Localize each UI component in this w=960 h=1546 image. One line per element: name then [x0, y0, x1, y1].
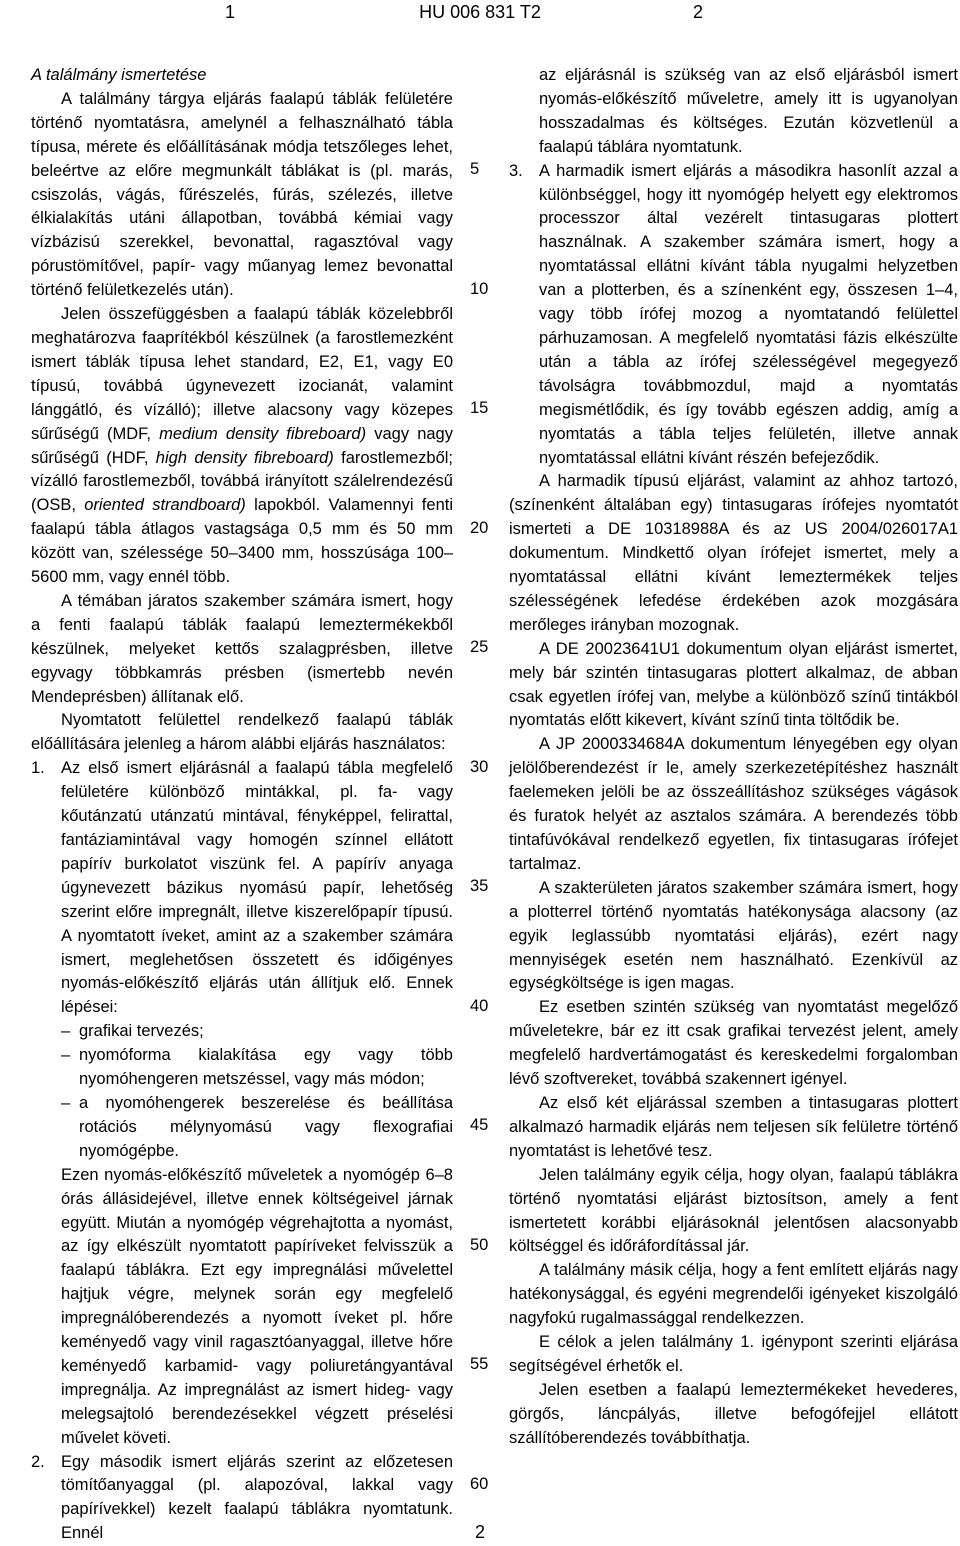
right-column	[509, 64, 958, 1451]
item-text: Egy második ismert eljárás szerint az előzetesen tömítőanyaggal (pl. alapozóval, lakkal vagy papírívekkel) kezelt faalapú táblákra nyomtatunk. Ennél	[61, 1452, 453, 1543]
item-number: 1.	[31, 759, 45, 778]
paragraph: A témában járatos szakember számára ismert, hogy a fenti faalapú táblák faalapú lemeztermékekből készülnek, melyeket kettős szalagprésben, illetve egyvagy többkamrás présben (ismertebb nevén Mendeprésben) állítanak elő.	[31, 591, 453, 706]
item-number: 2.	[31, 1452, 45, 1471]
paragraph: A JP 2000334684A dokumentum lényegében egy olyan jelölőberendezést ír le, amely szerkezetépítéshez használt faelemeken jelöli be az összeállításhoz szükséges vágások és furatok helyét az asztalos számára. A berendezés több tintafúvókával rendelkező egyetlen, fix tintasugaras írófejet tartalmaz.	[509, 735, 958, 873]
paragraph: A szakterületen járatos szakember számára ismert, hogy a plotterrel történő nyomtatás hatékonysága alacsony (az egyik leglassúbb nyomtatási eljárás), ezért nagy mennyiségek esetén nem használható. Ezenkívül az egységköltsége is igen magas.	[509, 878, 958, 993]
left-column	[31, 64, 453, 1546]
paragraph: Az első két eljárással szemben a tintasugaras plottert alkalmazó harmadik eljárás nem teljesen sík felületre történő nyomtatást is lehetővé tesz.	[509, 1093, 958, 1160]
text-run: vagy nagy sűrűségű (HDF,	[31, 424, 453, 467]
paragraph: Ez esetben szintén szükség van nyomtatást megelőző műveletekre, bár ez itt csak grafikai tervezést jelent, amely megfelelő hardvertámogatást és kereskedelmi forgalomban lévő szoftvereket, továbbá szakennert igényel.	[509, 998, 958, 1089]
italic-term: high density fibreboard)	[155, 448, 334, 467]
line-number: 55	[470, 1355, 489, 1373]
line-number: 35	[470, 877, 489, 895]
line-number: 40	[470, 997, 489, 1015]
section-heading: A találmány ismertetése	[31, 66, 207, 84]
italic-term: oriented strandboard)	[84, 496, 246, 515]
dash-item-text: grafikai tervezés;	[79, 1022, 204, 1041]
paragraph: Jelen esetben a faalapú lemeztermékeket hevederes, görgős, láncpályás, illetve befogófejjel ellátott szállítóberendezés továbbíthatja.	[509, 1380, 958, 1447]
line-number: 25	[470, 638, 489, 656]
header-left-page-number: 1	[225, 2, 236, 22]
dash-marker: –	[61, 1046, 71, 1065]
dash-marker: –	[61, 1022, 71, 1041]
paragraph: A DE 20023641U1 dokumentum olyan eljárást ismertet, mely bár szintén tintasugaras plottert alkalmaz, de abban csak egyetlen írófej van, melybe a különböző színű tintákból nyomtatás előtt kikevert, kívánt színű tinta töltődik be.	[509, 639, 958, 730]
line-number: 50	[470, 1236, 489, 1254]
text-run: Jelen összefüggésben a faalapú táblák közelebbről meghatározva faaprítékból készülnek (a farostlemezként ismert táblák típusa lehet standard, E2, E1, vagy E0 típusú, továbbá úgynevezett izocianát, valamint lánggátló, és vízálló); illetve alacsony vagy közepes sűrűségű (MDF,	[31, 305, 453, 443]
dash-list-item	[31, 1020, 453, 1044]
line-number: 15	[470, 399, 489, 417]
dash-item-text: nyomóforma kialakítása egy vagy több nyomóhengeren metszéssel, vagy más módon;	[79, 1046, 453, 1089]
header-right-page-number: 2	[693, 2, 704, 22]
paragraph: Jelen találmány egyik célja, hogy olyan, faalapú táblákra történő nyomtatási eljárást biztosítson, amely a fent ismertetett korábbi eljárásoknál jelentősen alacsonyabb költséggel és időráfordítással jár.	[509, 1165, 958, 1256]
line-number: 45	[470, 1116, 489, 1134]
page-footer-number: 2	[474, 1522, 485, 1542]
item-text: Az első ismert eljárásnál a faalapú tábla megfelelő felületére különböző mintákkal, pl. fa- vagy kőutánzatú utánzatú mintával, fényképpel, felirattal, fantáziamintával vagy homogén színnel ellátott papírív burkolatot viszünk fel. A papírív anyaga úgynevezett bázikus nyomású papír, lehetőség szerint előre impregnált, illetve kiszerelőpapír típusú. A nyomtatott íveket, amint az a szakember számára ismert, meglehetősen összetett és időigényes nyomás-előkészítő eljárás után állítjuk elő. Ennek lépései:	[61, 759, 453, 1017]
line-number: 10	[470, 280, 489, 298]
dash-item-text: a nyomóhengerek beszerelése és beállítása rotációs mélynyomású vagy flexografiai nyomógépbe.	[79, 1093, 453, 1160]
italic-term: medium density fibreboard)	[159, 424, 367, 443]
item-text: A harmadik ismert eljárás a másodikra hasonlít azzal a különbséggel, hogy itt nyomógép helyett egy elektromos processzor által vezérelt tintasugaras plottert használnak. A szakember számára ismert, hogy a nyomtatással ellátni kívánt tábla nyugalmi helyzetben van a plotterben, és a színenként egy, összesen 1–4, vagy több írófej mozog a nyomtatandó felülettel párhuzamosan. A megfelelő nyomtatási fázis elkészülte után a tábla az írófej szélességével megegyező távolságra továbbmozdul, majd a nyomtatás megismétlődik, és így tovább egészen addig, amíg a nyomtatás a tábla teljes felületén, illetve annak nyomtatással ellátni kívánt részén befejeződik.	[539, 161, 958, 467]
numbered-item	[509, 160, 958, 471]
page-header	[0, 0, 960, 26]
item-number: 3.	[509, 161, 523, 180]
paragraph: A találmány másik célja, hogy a fent említett eljárás nagy hatékonysággal, és egyéni megrendelői igényeket kiszolgáló nagyfokú rugalmassággal rendelkezzen.	[509, 1261, 958, 1328]
paragraph: Nyomtatott felülettel rendelkező faalapú táblák előállítására jelenleg a három alábbi eljárás használatos:	[31, 711, 453, 754]
paragraph	[31, 303, 453, 590]
line-number: 60	[470, 1475, 489, 1493]
header-document-id: HU 006 831 T2	[419, 2, 541, 22]
paragraph: A harmadik típusú eljárást, valamint az ahhoz tartozó, (színenként általában egy) tintasugaras írófejes nyomtatót ismerteti a DE 10318988A és az US 2004/026017A1 dokumentum. Mindkettő olyan írófejet ismertet, mely a nyomtatással ellátni kívánt lemeztermékek teljes szélességének lefedése érdekében azok mozgására merőleges irányban mozognak.	[509, 472, 958, 634]
item-continuation: az eljárásnál is szükség van az első eljárásból ismert nyomás-előkészítő műveletre, amely itt is ugyanolyan hosszadalmas és költséges. Ezután közvetlenül a faalapú táblára nyomtatunk.	[539, 66, 958, 156]
text-run: lapokból. Valamennyi fenti faalapú tábla átlagos vastagsága 0,5 mm és 50 mm között van, szélessége 50–3400 mm, hosszúsága 100–5600 mm, vagy ennél több.	[31, 496, 453, 587]
dash-list-item	[31, 1092, 453, 1164]
dash-marker: –	[61, 1093, 71, 1112]
paragraph: A találmány tárgya eljárás faalapú táblák felületére történő nyomtatásra, amelynél a felhasználható tábla típusa, mérete és előállításának módja tetszőleges lehet, beleértve az előre megmunkált táblákat is (pl. marás, csiszolás, vágás, fűrészelés, fúrás, szélezés, illetve élkialakítás utáni állapotban, továbbá kémiai vagy vízbázisú szerekkel, bevonattal, ragasztóval vagy pórustömítővel, papír- vagy műanyag lemez bevonattal történő felületkezelés után).	[31, 89, 453, 300]
text-run: farostlemezből; vízálló farostlemezből, továbbá irányított szálelrendezésű (OSB,	[31, 448, 454, 515]
line-number: 5	[470, 160, 480, 178]
line-number: 20	[470, 519, 489, 537]
item-continuation: Ezen nyomás-előkészítő műveletek a nyomógép 6–8 órás állásidejével, illetve ennek költségeivel járnak együtt. Miután a nyomógép végrehajtotta a nyomást, az így elkészült nyomtatott papíríveket felvisszük a faalapú táblákra. Ezt egy impregnálási művelettel hajtjuk végre, melynek során egy megfelelő impregnálóberendezés a nyomott íveket pl. hőre keményedő vagy vinil ragasztóanyaggal, illetve hőre keményedő karbamid- vagy poliuretángyantával impregnálja. Az impregnálást az ismert hideg- vagy melegsajtoló berendezésekkel végzett préselési művelet követi.	[61, 1165, 453, 1447]
dash-list-item	[31, 1044, 453, 1092]
numbered-item	[31, 757, 453, 1020]
paragraph: E célok a jelen találmány 1. igénypont szerinti eljárása segítségével érhetők el.	[509, 1333, 958, 1375]
line-number: 30	[470, 758, 489, 776]
